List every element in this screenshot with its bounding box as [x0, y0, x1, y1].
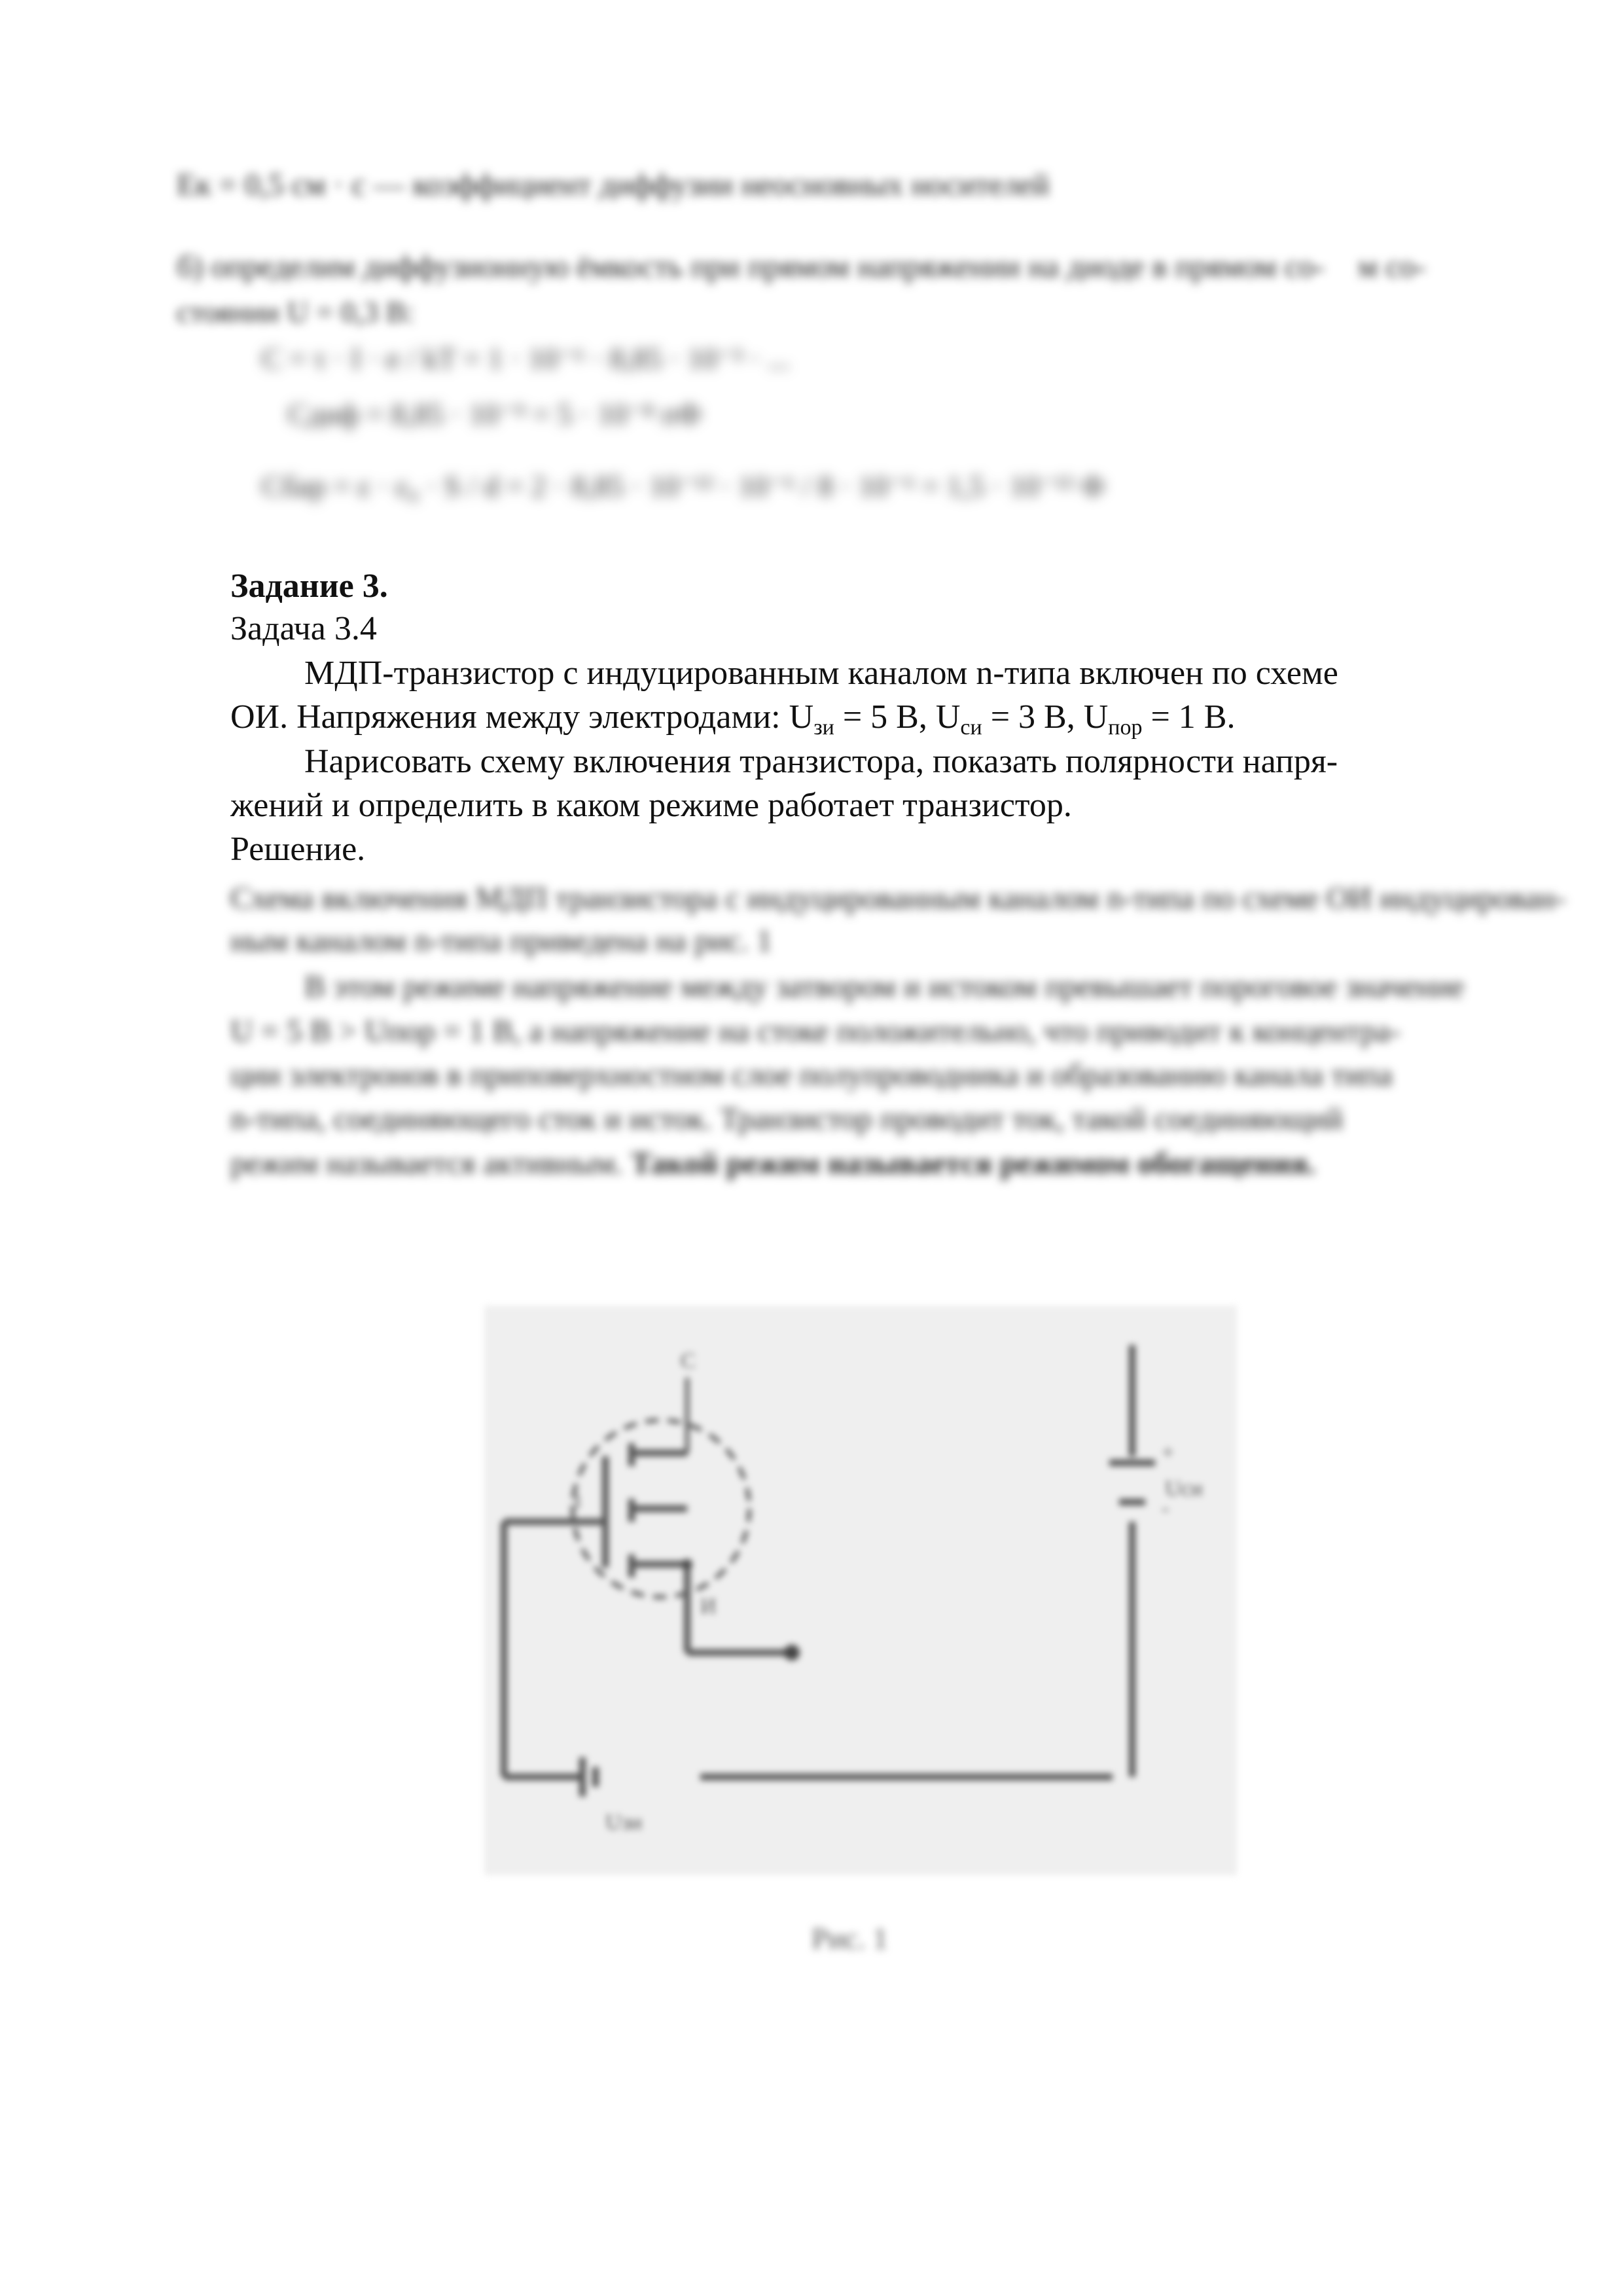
subscript: пор — [1108, 715, 1143, 740]
blurred-text-line: n-типа, соединяющего сток и исток. Транзистор проводит ток, такой соединяющий — [230, 1102, 1344, 1136]
blurred-text-line: стоянии U = 0,3 В: — [177, 295, 415, 329]
label-uds: Uси — [1165, 1477, 1203, 1501]
subscript: зи — [813, 715, 834, 740]
blurred-text-line: Схема включения МДП транзистора с индуцированным каналом n-типа по схеме ОИ индуцирован- — [230, 881, 1566, 916]
label-gate: З — [569, 1490, 581, 1514]
text-segment-bold: Такой режим называется режимом обогащения. — [630, 1146, 1316, 1181]
text-segment: = 5 В, U — [834, 698, 961, 736]
label-plus: + — [1162, 1441, 1175, 1465]
text-segment: ОИ. Напряжения между электродами: U — [230, 698, 814, 736]
subscript: си — [960, 715, 982, 740]
task-paragraph-line: жений и определить в каком режиме работает транзистор. — [230, 787, 1072, 824]
circuit-figure — [484, 1306, 1237, 1875]
blurred-text-line: ным каналом n-типа приведена на рис. 1 — [230, 924, 772, 958]
blurred-text-line: U = 5 В > Uпор = 1 В, а напряжение на стоке положительно, что приводит к концентра- — [230, 1014, 1401, 1049]
task-paragraph-line — [230, 700, 1235, 739]
label-drain: С — [681, 1349, 696, 1373]
task-number: Задача 3.4 — [230, 610, 377, 647]
blurred-fragment: м со- — [1358, 249, 1426, 284]
text-segment: режим называется активным. — [230, 1146, 631, 1181]
junction-dot — [682, 1559, 692, 1570]
solution-label: Решение. — [230, 831, 366, 868]
blurred-text-line: б) определим диффузионную ёмкость при прямом напряжении на диоде в прямом со- — [177, 249, 1325, 284]
label-source: И — [700, 1594, 717, 1619]
blurred-text-line: ции электронов в приповерхностном слое полупроводника и образованию канала типа — [230, 1058, 1393, 1092]
label-ugs: Uзи — [605, 1810, 643, 1835]
task-paragraph-line: Нарисовать схему включения транзистора, показать полярности напря- — [304, 743, 1338, 780]
task-paragraph-line: МДП-транзистор с индуцированным каналом n-типа включен по схеме — [304, 655, 1338, 692]
text-segment: = 3 В, U — [982, 698, 1109, 736]
circuit-diagram — [484, 1306, 1237, 1875]
blurred-formula: Сбар = ε · ε₀ · S / d = 2 · 8,85 · 10⁻¹² · 10⁻⁶ / 8 · 10⁻⁶ = 1,5 · 10⁻¹² Ф — [262, 469, 1105, 503]
text-segment: = 1 В. — [1142, 698, 1236, 736]
blurred-text-line: Ек = 0,5 см · с — коэффициент диффузии неосновных носителей — [177, 168, 1050, 202]
blurred-text-line — [230, 1145, 1315, 1181]
blurred-formula: Сдиф = 8,85 · 10⁻⁹ = 5 · 10⁻⁸ пФ — [288, 397, 702, 431]
blurred-formula: С = τ · I · e / kT = 1 · 10⁻⁶ · 8,85 · 10⁻³ · ... — [262, 342, 791, 375]
figure-caption: Рис. 1 — [812, 1922, 888, 1955]
label-minus: - — [1162, 1496, 1169, 1520]
task-heading: Задание 3. — [230, 567, 388, 605]
blurred-text-line: В этом режиме напряжение между затвором и истоком превышает пороговое значение — [304, 969, 1465, 1004]
junction-dot — [784, 1645, 800, 1660]
